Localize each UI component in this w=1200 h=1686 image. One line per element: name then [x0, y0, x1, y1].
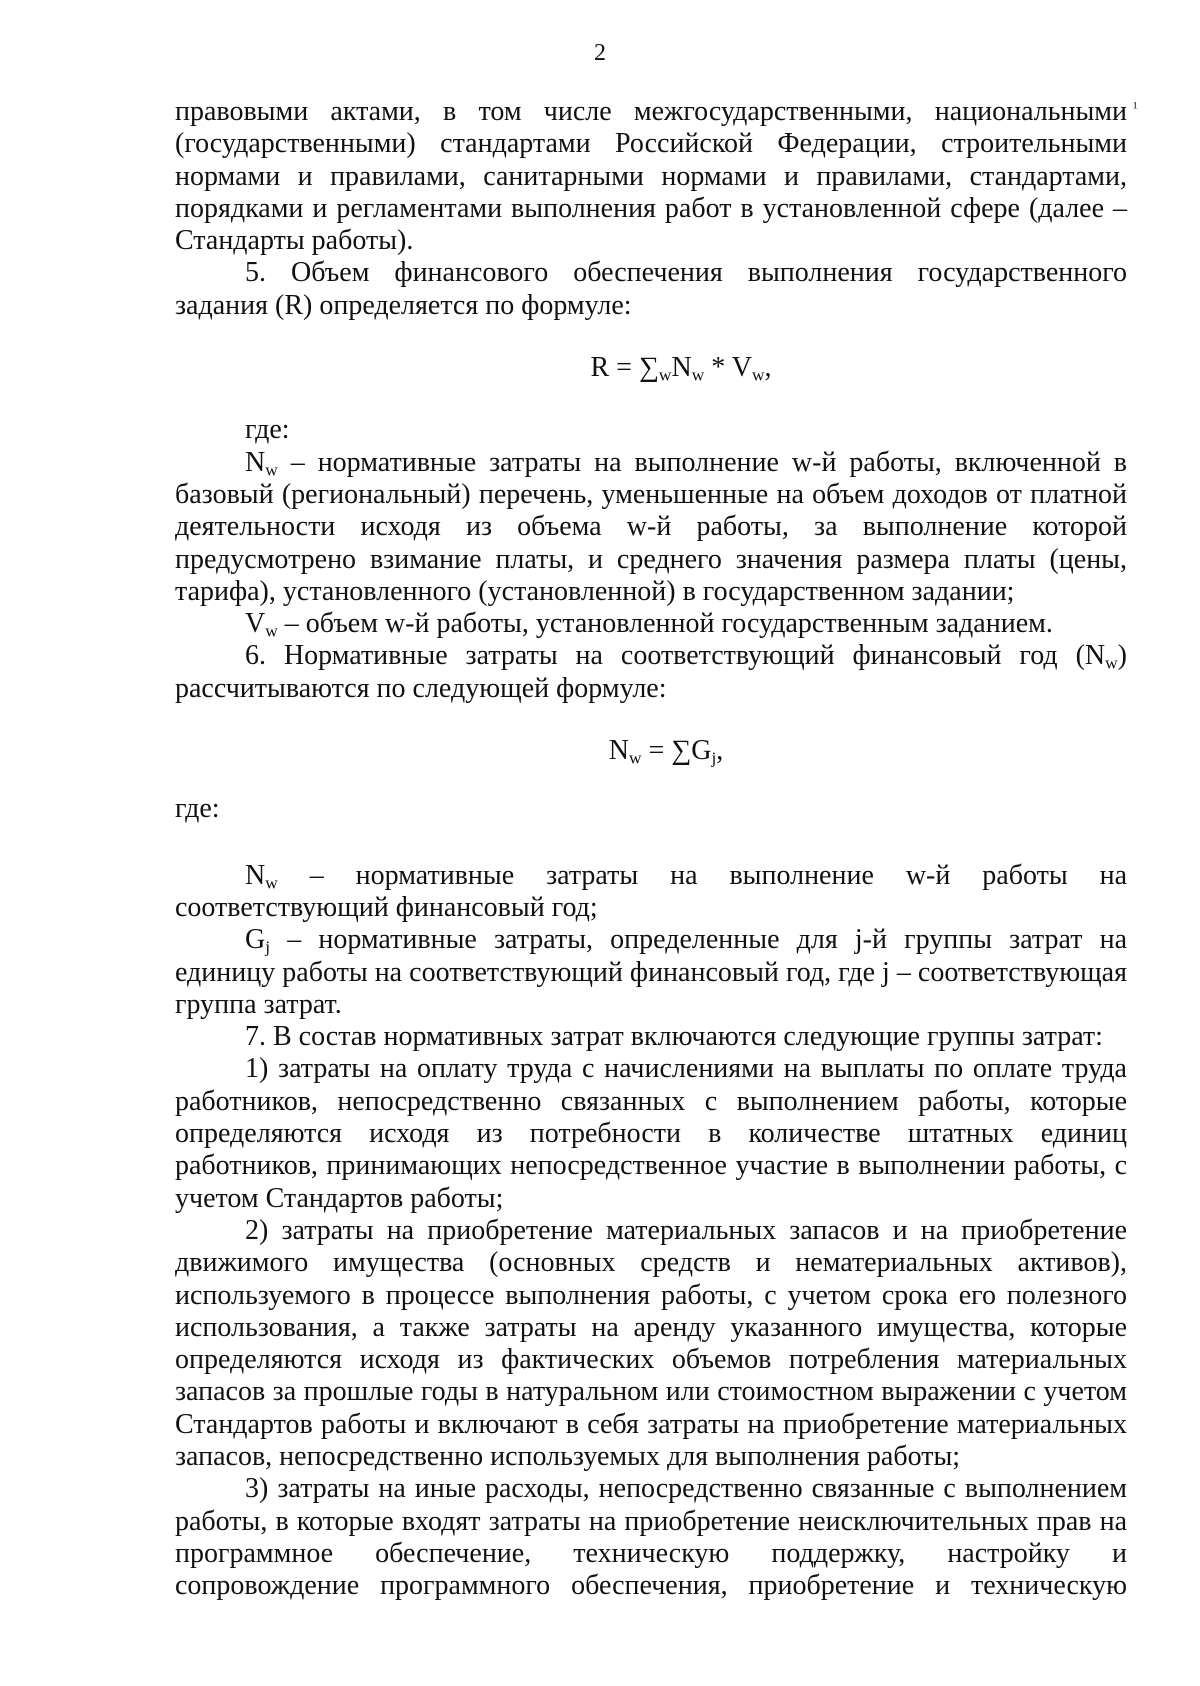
formula-r — [175, 352, 1127, 384]
formula-nw-end: , — [716, 735, 724, 767]
definition-nw-2-symbol: N — [245, 859, 266, 891]
paragraph-6-b: ) рассчитываются по следующей формуле: — [175, 640, 1127, 704]
formula-r-sum: ∑ — [638, 352, 659, 384]
formula-r-sub2: w — [691, 365, 705, 385]
formula-r-sub1: w — [658, 365, 672, 385]
document-body — [175, 96, 1127, 1602]
definition-nw — [175, 447, 1127, 608]
formula-r-n: N — [671, 352, 692, 384]
definition-nw-2-sub: w — [265, 872, 278, 892]
margin-mark: ¹ — [1133, 100, 1138, 117]
definition-gj-sub: j — [265, 937, 271, 957]
formula-nw-n: N — [608, 735, 629, 767]
paragraph-7-item-3: 3) затраты на иные расходы, непосредственно связанные с выполнением работы, в которые входят затраты на приобретение неисключительных прав на программное обеспечение, техническую поддержку, настройку и сопровождение программного обеспечения, приобретение и техническую — [175, 1473, 1127, 1602]
formula-r-mid: * V — [704, 352, 752, 384]
formula-nw-sum: ∑G — [671, 735, 712, 767]
paragraph-7-item-2: 2) затраты на приобретение материальных запасов и на приобретение движимого имущества (основных средств и нематериальных активов), используемого в процессе выполнения работы, с учетом срока его полезного использования, а также затраты на аренду указанного имущества, которые определяются исходя из фактических объемов потребления материальных запасов за прошлые годы в натуральном или стоимостном выражении с учетом Стандартов работы и включают в себя затраты на приобретение материальных запасов, непосредственно используемых для выполнения работы; — [175, 1214, 1127, 1472]
definition-vw-symbol: V — [245, 608, 266, 640]
formula-r-lhs: R = — [590, 352, 639, 384]
formula-nw-sub1: w — [628, 748, 642, 768]
paragraph-5: 5. Объем финансового обеспечения выполнения государственного задания (R) определяется по формуле: — [175, 257, 1127, 321]
paragraph-intro: правовыми актами, в том числе межгосударственными, национальными (государственными) стандартами Российской Федерации, строительными нормами и правилами, санитарными нормами и правилами, стандартами, порядками и регламентами выполнения работ в установленной сфере (далее – Стандарты работы). — [175, 96, 1127, 257]
definition-nw-2-text: – нормативные затраты на выполнение w-й работы на соответствующий финансовый год; — [175, 859, 1127, 923]
page-number: 2 — [594, 40, 606, 66]
definition-nw-text: – нормативные затраты на выполнение w-й работы, включенной в базовый (региональный) перечень, уменьшенные на объем доходов от платной деятельности исходя из объема w-й работы, за выполнение которой предусмотрено взимание платы, и среднего значения размера платы (цены, тарифа), установленного (установленной) в государственном задании; — [175, 446, 1127, 607]
formula-nw — [175, 735, 1127, 767]
definition-vw-sub: w — [265, 621, 278, 641]
formula-r-sub3: w — [751, 365, 765, 385]
paragraph-6 — [175, 640, 1127, 705]
definition-nw-sub: w — [265, 460, 278, 479]
paragraph-6-a: 6. Нормативные затраты на соответствующий финансовый год (N — [245, 640, 1106, 672]
definition-vw-text: – объем w-й работы, установленной государственным заданием. — [277, 608, 1053, 640]
spacer — [175, 826, 1127, 860]
formula-r-end: , — [764, 352, 772, 384]
paragraph-7-item-1: 1) затраты на оплату труда с начислениями на выплаты по оплате труда работников, непосредственно связанных с выполнением работы, которые определяются исходя из потребности в количестве штатных единиц работников, принимающих непосредственное участие в выполнении работы, с учетом Стандартов работы; — [175, 1053, 1127, 1214]
definition-nw-symbol: N — [245, 446, 266, 478]
where-label-1: где: — [245, 414, 290, 446]
formula-nw-sub2: j — [711, 748, 717, 768]
definition-vw — [175, 608, 1127, 640]
where-label-2: где: — [175, 793, 220, 825]
formula-nw-eq: = — [641, 735, 672, 767]
paragraph-6-sub: w — [1105, 653, 1118, 673]
definition-gj-text: – нормативные затраты, определенные для j-й группы затрат на единицу работы на соответствующий финансовый год, где j – соответствующая группа затрат. — [175, 924, 1127, 1020]
definition-nw-2 — [175, 860, 1127, 925]
definition-gj-symbol: G — [245, 924, 266, 956]
definition-gj — [175, 924, 1127, 1021]
paragraph-7: 7. В состав нормативных затрат включаются следующие группы затрат: — [245, 1021, 1103, 1053]
